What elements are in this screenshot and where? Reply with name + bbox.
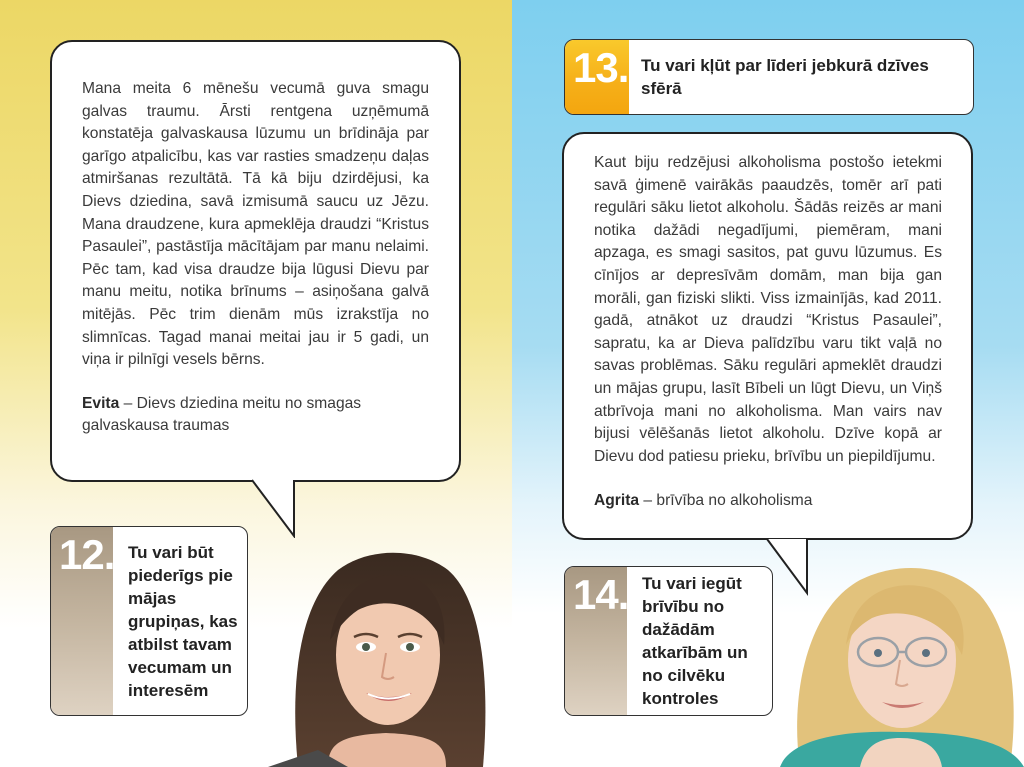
bubble-tail [250,478,310,538]
feature-number-tab [565,40,629,114]
testimony-signature [594,490,942,513]
testimony-bubble-agrita [562,132,973,540]
feature-text: Tu vari kļūt par līderi jebkurā dzīves sfērā [641,56,929,98]
feature-box-14 [564,566,773,716]
feature-number: 12. [59,531,115,578]
feature-number-tab [51,527,113,715]
feature-number: 13. [573,44,629,91]
portrait-evita [268,545,504,767]
testimony-bubble-evita [50,40,461,482]
right-page [512,0,1024,767]
feature-box-13 [564,39,974,115]
testimony-text: Mana meita 6 mēnešu vecumā guva smagu galvas traumu. Ārsti rentgena uzņēmumā konstatēja galvaskausa lūzumu un brīdināja par garīgo atpalicību, kas var rasties smadzeņu daļas atmiršanas rezultātā. Tā kā biju dzirdējusi, ka Dievs dziedina, savā izmisumā saucu uz Jēzu. Mana draudzene, kura apmeklēja draudzi “Kristus Pasaulei”, pastāstīja mācītājam par manu nelaimi. Pēc tam, kad visa draudze bija lūgusi Dievu par manu meitu, notika brīnums – asiņošana galvā mitējās. Pēc trim dienām mūs izrakstīja no slimnīcas. Tagad manai meitai jau ir 5 gadi, un viņa ir pilnīgi vesels bērns. [82,80,429,369]
testimony-author: Agrita [594,492,640,510]
feature-box-12 [50,526,248,716]
portrait-agrita [780,560,1024,767]
testimony-caption: – Dievs dziedina meitu no smagas galvaskausa traumas [82,394,362,435]
testimony-signature [82,393,429,438]
testimony-caption: – brīvība no alkoholisma [639,492,813,510]
testimony-author: Evita [82,394,120,412]
feature-text: Tu vari iegūt brīvību no dažādām atkarībām un no cilvēku kontroles [642,574,748,708]
feature-text: Tu vari būt piederīgs pie mājas grupiņas, kas atbilst tavam vecumam un interesēm [128,543,238,700]
testimony-text: Kaut biju redzējusi alkoholisma postošo ietekmi savā ģimenē vairākās paaudzēs, tomēr arī pati regulāri sāku lietot alkoholu. Šādās reizēs ar mani notika dažādi negadījumi, piemēram, mani apzaga, es smagi sasitos, pat guvu lūzumus. Es cīnījos ar depresīvām domām, man bija gan morāli, gan fiziski slikti. Viss izmainījās, kad 2011. gadā, atnākot uz draudzi “Kristus Pasaulei”, sapratu, ka ar Dieva palīdzību varu tikt vaļā no savas problēmas. Sāku regulāri apmeklēt draudzi un mājas grupu, lasīt Bībeli un lūgt Dievu, un Viņš atbrīvoja mani no alkoholisma. Man vairs nav bijusi vēlēšanās lietot alkoholu. Dzīve kopā ar Dievu dod patiesu prieku, brīvību un piepildījumu. [594,154,942,465]
feature-number-tab [565,567,627,715]
feature-number: 14. [573,571,629,618]
